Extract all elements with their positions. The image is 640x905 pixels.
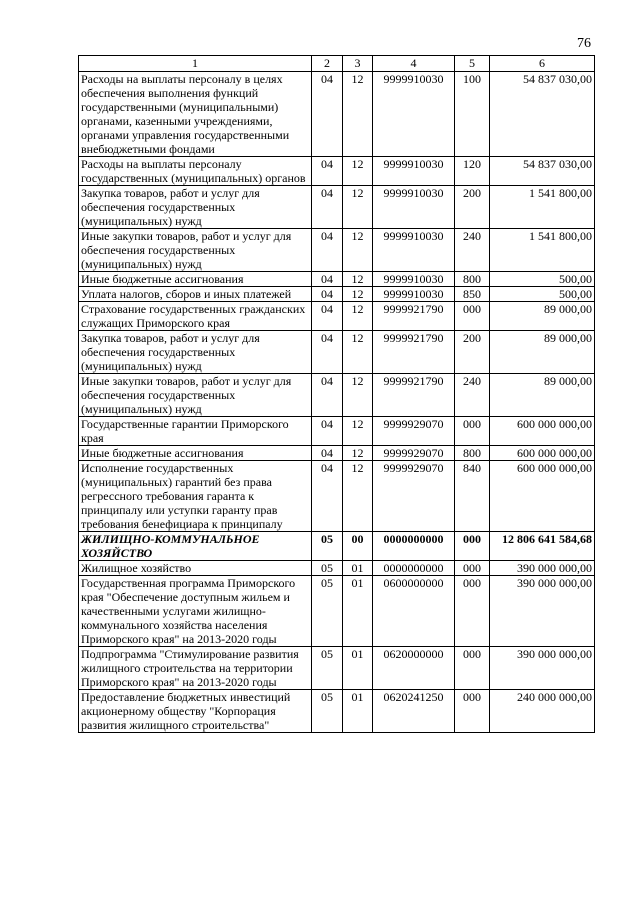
row-amount: 500,00 (490, 272, 595, 287)
row-target-article: 9999910030 (373, 72, 455, 157)
row-name: Предоставление бюджетных инвестиций акционерному обществу "Корпорация развития жилищного строительства" (79, 690, 312, 733)
row-section: 05 (312, 576, 343, 647)
header-col-4: 4 (373, 56, 455, 72)
row-name: Уплата налогов, сборов и иных платежей (79, 287, 312, 302)
header-col-6: 6 (490, 56, 595, 72)
row-amount: 1 541 800,00 (490, 186, 595, 229)
table-row (79, 287, 595, 302)
table-row (79, 302, 595, 331)
row-subsection: 12 (343, 331, 373, 374)
row-amount: 240 000 000,00 (490, 690, 595, 733)
row-section: 05 (312, 647, 343, 690)
row-target-article: 9999929070 (373, 446, 455, 461)
budget-table (78, 55, 595, 733)
header-col-3: 3 (343, 56, 373, 72)
row-name: Государственные гарантии Приморского края (79, 417, 312, 446)
table-row (79, 561, 595, 576)
row-name: Государственная программа Приморского края "Обеспечение доступным жильем и качественными услугами жилищно-коммунального хозяйства населения Приморского края" на 2013-2020 годы (79, 576, 312, 647)
row-subsection: 12 (343, 287, 373, 302)
row-section: 04 (312, 157, 343, 186)
row-section: 04 (312, 461, 343, 532)
row-amount: 390 000 000,00 (490, 576, 595, 647)
row-section: 04 (312, 417, 343, 446)
row-amount: 54 837 030,00 (490, 72, 595, 157)
header-col-5: 5 (455, 56, 490, 72)
row-expense-type: 240 (455, 229, 490, 272)
row-expense-type: 000 (455, 532, 490, 561)
row-subsection: 12 (343, 229, 373, 272)
row-name: Иные закупки товаров, работ и услуг для обеспечения государственных (муниципальных) нужд (79, 229, 312, 272)
row-name: ЖИЛИЩНО-КОММУНАЛЬНОЕ ХОЗЯЙСТВО (79, 532, 312, 561)
row-name: Расходы на выплаты персоналу в целях обеспечения выполнения функций государственными (муниципальными) органами, казенными учреждениями, органами управления государственными внебюджетными фондами (79, 72, 312, 157)
row-expense-type: 100 (455, 72, 490, 157)
row-amount: 600 000 000,00 (490, 417, 595, 446)
row-name: Иные закупки товаров, работ и услуг для обеспечения государственных (муниципальных) нужд (79, 374, 312, 417)
row-expense-type: 200 (455, 186, 490, 229)
table-row (79, 647, 595, 690)
row-name: Иные бюджетные ассигнования (79, 272, 312, 287)
table-row (79, 331, 595, 374)
row-expense-type: 240 (455, 374, 490, 417)
row-name: Закупка товаров, работ и услуг для обеспечения государственных (муниципальных) нужд (79, 331, 312, 374)
row-subsection: 12 (343, 374, 373, 417)
row-amount: 390 000 000,00 (490, 561, 595, 576)
row-section: 04 (312, 72, 343, 157)
row-name: Расходы на выплаты персоналу государственных (муниципальных) органов (79, 157, 312, 186)
row-section: 04 (312, 287, 343, 302)
row-name: Жилищное хозяйство (79, 561, 312, 576)
table-row (79, 461, 595, 532)
row-expense-type: 840 (455, 461, 490, 532)
row-subsection: 12 (343, 72, 373, 157)
row-expense-type: 200 (455, 331, 490, 374)
row-expense-type: 000 (455, 576, 490, 647)
row-expense-type: 000 (455, 647, 490, 690)
row-name: Исполнение государственных (муниципальных) гарантий без права регрессного требования гаранта к принципалу или уступки гаранту прав требования бенефициара к принципалу (79, 461, 312, 532)
page-number: 76 (577, 36, 591, 51)
row-expense-type: 000 (455, 561, 490, 576)
row-expense-type: 800 (455, 446, 490, 461)
row-expense-type: 850 (455, 287, 490, 302)
row-subsection: 12 (343, 157, 373, 186)
row-section: 04 (312, 229, 343, 272)
row-section: 04 (312, 302, 343, 331)
row-target-article: 0600000000 (373, 576, 455, 647)
row-target-article: 9999921790 (373, 331, 455, 374)
row-name: Страхование государственных гражданских служащих Приморского края (79, 302, 312, 331)
row-target-article: 9999910030 (373, 287, 455, 302)
row-subsection: 01 (343, 647, 373, 690)
row-subsection: 12 (343, 461, 373, 532)
row-name: Закупка товаров, работ и услуг для обеспечения государственных (муниципальных) нужд (79, 186, 312, 229)
row-target-article: 9999910030 (373, 157, 455, 186)
row-amount: 89 000,00 (490, 302, 595, 331)
row-subsection: 01 (343, 561, 373, 576)
row-subsection: 12 (343, 186, 373, 229)
row-target-article: 0000000000 (373, 532, 455, 561)
row-expense-type: 120 (455, 157, 490, 186)
row-amount: 600 000 000,00 (490, 461, 595, 532)
row-amount: 89 000,00 (490, 331, 595, 374)
row-section: 04 (312, 446, 343, 461)
row-section: 05 (312, 532, 343, 561)
table-row (79, 690, 595, 733)
row-target-article: 9999929070 (373, 461, 455, 532)
table-row (79, 576, 595, 647)
table-row (79, 446, 595, 461)
row-target-article: 0620000000 (373, 647, 455, 690)
row-target-article: 9999921790 (373, 374, 455, 417)
row-target-article: 9999921790 (373, 302, 455, 331)
table-row (79, 186, 595, 229)
row-target-article: 9999929070 (373, 417, 455, 446)
row-subsection: 12 (343, 302, 373, 331)
header-col-1: 1 (79, 56, 312, 72)
row-target-article: 9999910030 (373, 272, 455, 287)
row-amount: 1 541 800,00 (490, 229, 595, 272)
row-amount: 54 837 030,00 (490, 157, 595, 186)
table-row (79, 532, 595, 561)
row-section: 04 (312, 331, 343, 374)
row-expense-type: 000 (455, 690, 490, 733)
row-expense-type: 000 (455, 302, 490, 331)
row-target-article: 0620241250 (373, 690, 455, 733)
row-subsection: 12 (343, 417, 373, 446)
row-subsection: 01 (343, 576, 373, 647)
row-section: 05 (312, 690, 343, 733)
row-section: 04 (312, 186, 343, 229)
row-amount: 600 000 000,00 (490, 446, 595, 461)
row-section: 04 (312, 272, 343, 287)
table-row (79, 229, 595, 272)
row-target-article: 9999910030 (373, 229, 455, 272)
row-subsection: 00 (343, 532, 373, 561)
row-section: 05 (312, 561, 343, 576)
table-row (79, 157, 595, 186)
table-row (79, 272, 595, 287)
table-row (79, 72, 595, 157)
header-col-2: 2 (312, 56, 343, 72)
table-row (79, 374, 595, 417)
row-subsection: 01 (343, 690, 373, 733)
row-amount: 89 000,00 (490, 374, 595, 417)
header-row (79, 56, 595, 72)
row-expense-type: 000 (455, 417, 490, 446)
table-row (79, 417, 595, 446)
row-amount: 390 000 000,00 (490, 647, 595, 690)
row-amount: 500,00 (490, 287, 595, 302)
row-amount: 12 806 641 584,68 (490, 532, 595, 561)
row-expense-type: 800 (455, 272, 490, 287)
row-subsection: 12 (343, 272, 373, 287)
row-name: Подпрограмма "Стимулирование развития жилищного строительства на территории Приморского края" на 2013-2020 годы (79, 647, 312, 690)
row-target-article: 9999910030 (373, 186, 455, 229)
row-target-article: 0000000000 (373, 561, 455, 576)
row-subsection: 12 (343, 446, 373, 461)
row-section: 04 (312, 374, 343, 417)
row-name: Иные бюджетные ассигнования (79, 446, 312, 461)
